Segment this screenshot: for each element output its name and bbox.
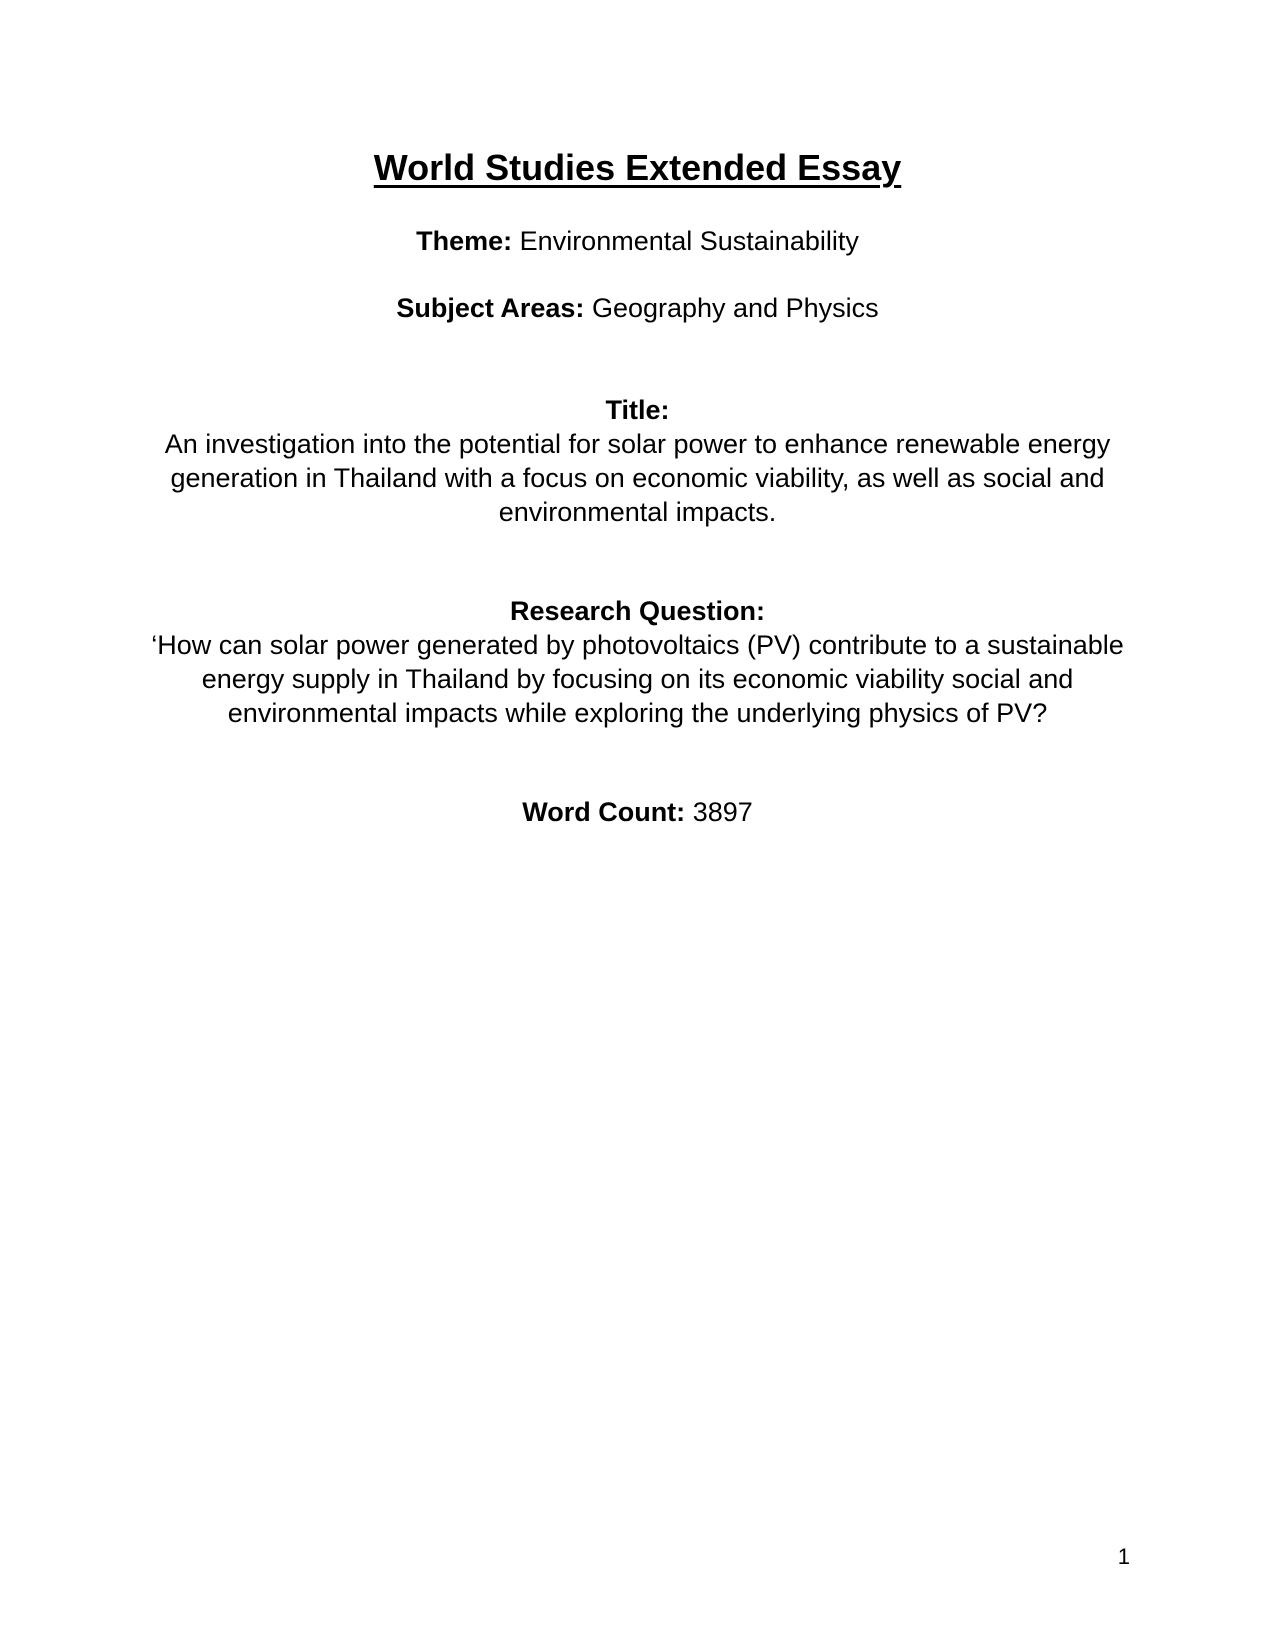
theme-label: Theme: bbox=[416, 226, 513, 256]
page-number: 1 bbox=[1117, 1544, 1130, 1569]
theme-value: Environmental Sustainability bbox=[519, 226, 859, 256]
document-heading: World Studies Extended Essay bbox=[373, 147, 902, 188]
title-text: An investigation into the potential for solar power to enhance renewable energy generation in Thailand with a focus on economic viability, as well as social and environmental impacts. bbox=[164, 429, 1111, 527]
word-count-value: 3897 bbox=[692, 797, 753, 827]
subject-areas-label: Subject Areas: bbox=[396, 293, 585, 323]
word-count-line bbox=[0, 795, 1275, 829]
title-label: Title: bbox=[605, 395, 670, 425]
word-count-label: Word Count: bbox=[522, 797, 686, 827]
subject-areas-value: Geography and Physics bbox=[591, 293, 879, 323]
research-question-text: ‘How can solar power generated by photovoltaics (PV) contribute to a sustainable energy supply in Thailand by focusing on its economic viability social and environmental impacts while exploring the underlying physics of PV? bbox=[151, 630, 1124, 728]
theme-line bbox=[0, 224, 1275, 258]
research-question-label: Research Question: bbox=[509, 596, 766, 626]
subject-areas-line bbox=[0, 291, 1275, 325]
